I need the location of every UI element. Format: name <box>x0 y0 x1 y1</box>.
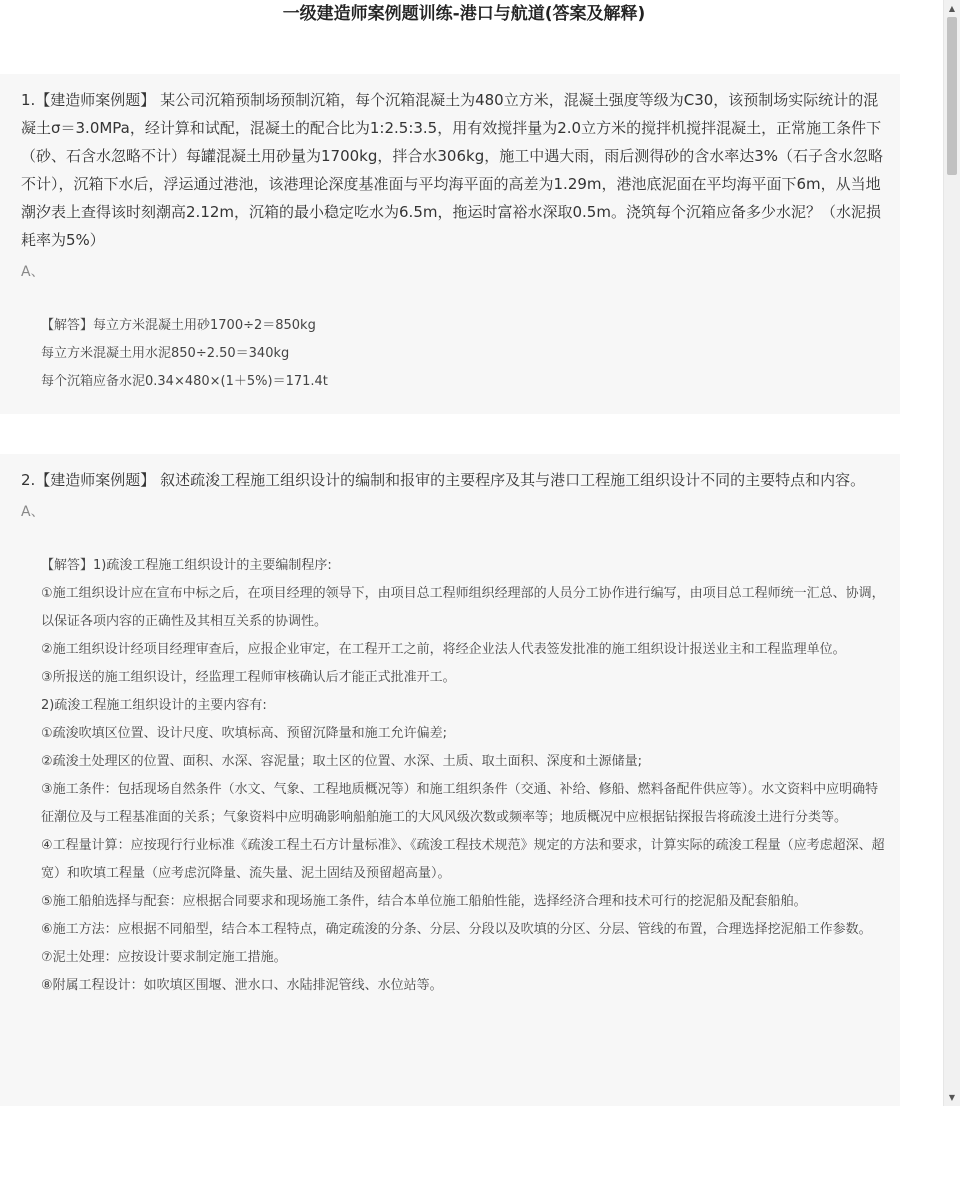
answer-line: ①施工组织设计应在宣布中标之后，在项目经理的领导下，由项目总工程师组织经理部的人员分工协作进行编写，由项目总工程师统一汇总、协调，以保证各项内容的正确性及其相互关系的协调性。 <box>41 586 885 629</box>
answer-option[interactable]: A、 <box>21 264 45 280</box>
answer-line: ⑤施工船舶选择与配套：应根据合同要求和现场施工条件，结合本单位施工船舶性能，选择经济合理和技术可行的挖泥船及配套船舶。 <box>41 894 807 909</box>
answer-option[interactable]: A、 <box>21 504 45 520</box>
answer-line: 2)疏浚工程施工组织设计的主要内容有: <box>41 698 267 713</box>
answer-line: 【解答】1)疏浚工程施工组织设计的主要编制程序: <box>41 558 332 573</box>
scroll-up-arrow-icon[interactable]: ▲ <box>948 4 956 13</box>
answer-line: ③施工条件：包括现场自然条件（水文、气象、工程地质概况等）和施工组织条件（交通、补给、修船、燃料备配件供应等）。水文资料中应明确特征潮位及与工程基准面的关系；气象资料中应明确影响船舶施工的大风风级次数或频率等；地质概况中应根据钻探报告将疏浚土进行分类等。 <box>41 782 879 825</box>
answer-line: ②施工组织设计经项目经理审查后，应报企业审定，在工程开工之前，将经企业法人代表签发批准的施工组织设计报送业主和工程监理单位。 <box>41 642 846 657</box>
answer-line: ④工程量计算：应按现行行业标准《疏浚工程土石方计量标准》、《疏浚工程技术规范》规定的方法和要求，计算实际的疏浚工程量（应考虑超深、超宽）和吹填工程量（应考虑沉降量、流失量、泥土固结及预留超高量）。 <box>41 838 885 881</box>
content-viewport <box>0 28 928 1106</box>
vertical-scrollbar[interactable] <box>943 0 960 1106</box>
answer-line: 每立方米混凝土用水泥850÷2.50＝340kg <box>41 346 290 361</box>
answer-line: ①疏浚吹填区位置、设计尺度、吹填标高、预留沉降量和施工允许偏差; <box>41 726 448 741</box>
page-title: 一级建造师案例题训练-港口与航道(答案及解释) <box>282 4 646 24</box>
scroll-down-arrow-icon[interactable]: ▼ <box>948 1093 956 1102</box>
answer-explanation <box>41 552 886 1000</box>
question-text: 2.【建造师案例题】 叙述疏浚工程施工组织设计的编制和报审的主要程序及其与港口工程施工组织设计不同的主要特点和内容。 <box>21 471 866 489</box>
answer-line: ⑧附属工程设计：如吹填区围堰、泄水口、水陆排泥管线、水位站等。 <box>41 978 443 993</box>
answer-line: ③所报送的施工组织设计，经监理工程师审核确认后才能正式批准开工。 <box>41 670 456 685</box>
answer-line: ⑥施工方法：应根据不同船型，结合本工程特点，确定疏浚的分条、分层、分段以及吹填的分区、分层、管线的布置，合理选择挖泥船工作参数。 <box>41 922 872 937</box>
scrollbar-thumb[interactable] <box>947 17 957 175</box>
answer-explanation <box>41 312 886 396</box>
question-text: 1.【建造师案例题】 某公司沉箱预制场预制沉箱，每个沉箱混凝土为480立方米，混凝土强度等级为C30，该预制场实际统计的混凝土σ＝3.0MPa，经计算和试配，混凝土的配合比为1:2.5:3.5，用有效搅拌量为2.0立方米的搅拌机搅拌混凝土，正常施工条件下（砂、石含水忽略不计）每罐混凝土用砂量为1700kg，拌合水306kg，施工中遇大雨，雨后测得砂的含水率达3%（石子含水忽略不计），沉箱下水后，浮运通过港池，该港理论深度基准面与平均海平面的高差为1.29m，港池底泥面在平均海平面下6m，从当地潮汐表上查得该时刻潮高2.12m，沉箱的最小稳定吃水为6.5m，拖运时富裕水深取0.5m。浇筑每个沉箱应备多少水泥？（水泥损耗率为5%） <box>21 91 884 249</box>
answer-line: 每个沉箱应备水泥0.34×480×(1＋5%)＝171.4t <box>41 374 328 389</box>
answer-line: ②疏浚土处理区的位置、面积、水深、容泥量；取土区的位置、水深、土质、取土面积、深度和土源储量; <box>41 754 643 769</box>
answer-line: 【解答】每立方米混凝土用砂1700÷2＝850kg <box>41 318 316 333</box>
question-card <box>0 74 900 414</box>
question-card <box>0 454 900 1106</box>
answer-line: ⑦泥土处理：应按设计要求制定施工措施。 <box>41 950 287 965</box>
